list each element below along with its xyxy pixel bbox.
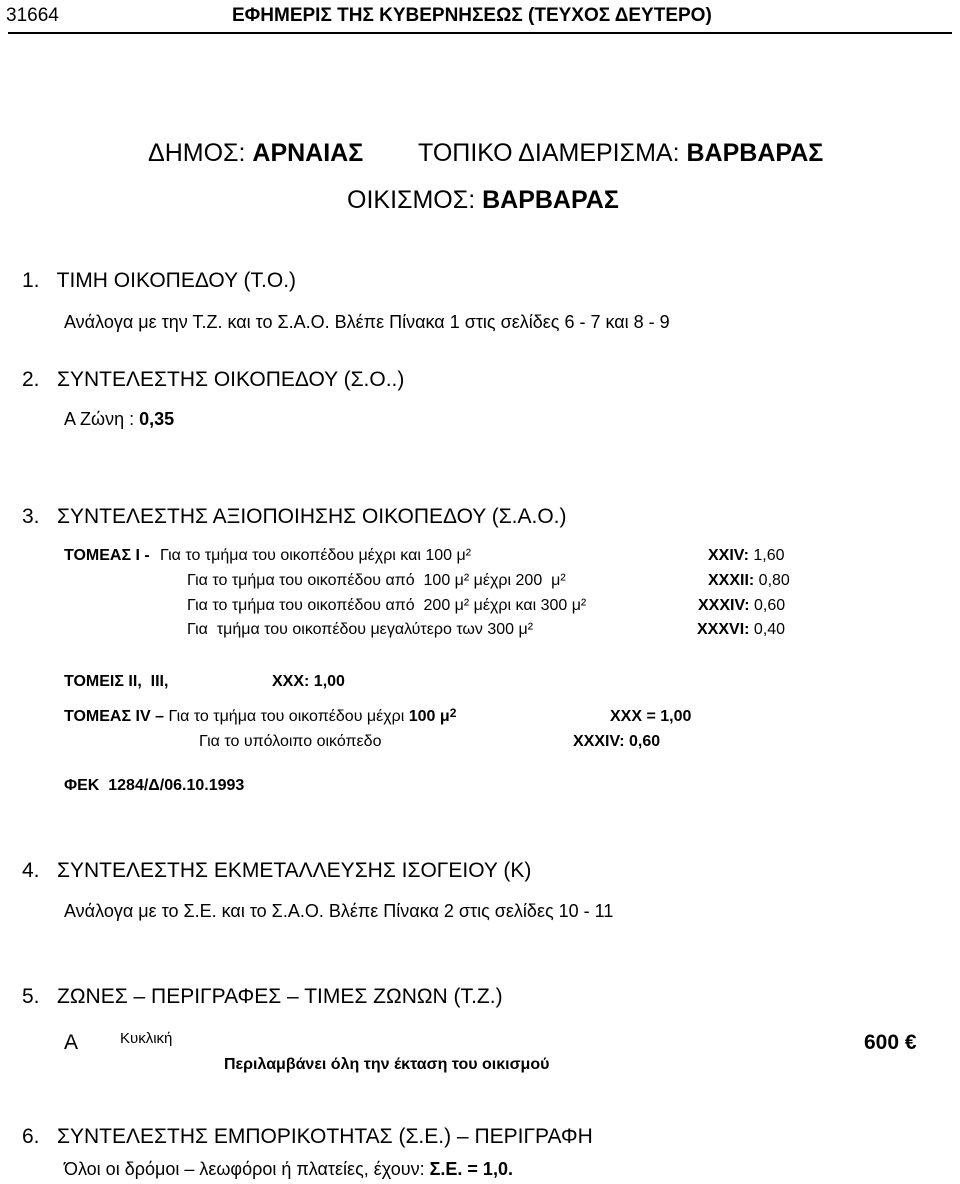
- coef-row-1-text: Για το τμήμα του οικοπέδου μέχρι και 100 μ²: [160, 547, 472, 564]
- oikismos-value: ΒΑΡΒΑΡΑΣ: [482, 186, 619, 214]
- section-6-heading: 6. ΣΥΝΤΕΛΕΣΤΗΣ ΕΜΠΟΡΙΚΟΤΗΤΑΣ (Σ.Ε.) – ΠΕΡΙΓΡΑΦΗ: [22, 1125, 593, 1148]
- header-rule: [8, 32, 952, 34]
- section-6-text: Όλοι οι δρόμοι – λεωφόροι ή πλατείες, έχουν:: [64, 1159, 430, 1179]
- section-6-line: [64, 1160, 513, 1178]
- coef-row-2-number: 0,80: [754, 572, 790, 589]
- remaining-text: Για το υπόλοιπο οικόπεδο: [199, 733, 382, 750]
- tomeas-4-label: ΤΟΜΕΑΣ IV –: [64, 708, 169, 725]
- coef-row-3-code: XXXIV:: [698, 597, 750, 614]
- coef-row-3-text: Για το τμήμα του οικοπέδου από 200 μ² μέχρι και 300 μ²: [187, 597, 587, 614]
- gazette-title: ΕΦΗΜΕΡΙΣ ΤΗΣ ΚΥΒΕΡΝΗΣΕΩΣ (ΤΕΥΧΟΣ ΔΕΥΤΕΡΟ): [232, 5, 712, 26]
- coef-row-4-code: XXXVI:: [697, 621, 750, 638]
- zone-price: 600 €: [864, 1031, 917, 1054]
- zone-value: 0,35: [139, 409, 175, 429]
- fek-reference: ΦΕΚ 1284/Δ/06.10.1993: [64, 777, 245, 794]
- tomeas-4-text: Για το τμήμα του οικοπέδου μέχρι: [168, 708, 409, 725]
- oikismos-label: ΟΙΚΙΣΜΟΣ:: [347, 186, 476, 214]
- tomeas-4-area: 100 μ: [408, 708, 450, 725]
- remaining-value: XXXIV: 0,60: [573, 733, 661, 750]
- coef-row-2-value: [708, 573, 790, 589]
- topiko-label: ΤΟΠΙΚΟ ΔΙΑΜΕΡΙΣΜΑ:: [418, 139, 680, 167]
- topiko-value: ΒΑΡΒΑΡΑΣ: [686, 139, 824, 167]
- coef-row-1-number: 1,60: [748, 547, 785, 564]
- topiko-line: [418, 141, 823, 166]
- tomeis-label: ΤΟΜΕΙΣ ΙΙ, ΙΙΙ,: [64, 673, 169, 690]
- dimos-value: ΑΡΝΑΙΑΣ: [252, 139, 364, 167]
- zone-a-letter: Α: [64, 409, 76, 429]
- coef-row-3-number: 0,60: [749, 597, 786, 614]
- section-3-heading: 3. ΣΥΝΤΕΛΕΣΤΗΣ ΑΞΙΟΠΟΙΗΣΗΣ ΟΙΚΟΠΕΔΟΥ (Σ.Α.Ο.): [22, 505, 567, 528]
- section-4-text: Ανάλογα με το Σ.Ε. και το Σ.Α.Ο. Βλέπε Πίνακα 2 στις σελίδες 10 - 11: [64, 901, 614, 921]
- section-2-heading: 2. ΣΥΝΤΕΛΕΣΤΗΣ ΟΙΚΟΠΕΔΟΥ (Σ.Ο..): [22, 368, 405, 391]
- coef-row-4-value: [697, 622, 785, 638]
- tomeas-4-line: [64, 706, 457, 725]
- section-1-text: Ανάλογα με την Τ.Ζ. και το Σ.Α.Ο. Βλέπε Πίνακα 1 στις σελίδες 6 - 7 και 8 - 9: [64, 312, 670, 332]
- coef-row-1-code: XXIV:: [708, 547, 749, 564]
- coef-row-4-number: 0,40: [749, 621, 786, 638]
- zone-label: Ζώνη :: [75, 409, 140, 429]
- page-number: 31664: [6, 5, 59, 26]
- zone-description: Περιλαμβάνει όλη την έκταση του οικισμού: [224, 1056, 550, 1073]
- tomeis-value: XXX: 1,00: [272, 673, 345, 690]
- zone-a-line: [64, 410, 174, 428]
- coef-row-2-code: XXXII:: [708, 572, 755, 589]
- tomeas-4-sup: 2: [449, 706, 457, 720]
- coef-row-4-text: Για τμήμα του οικοπέδου μεγαλύτερο των 300 μ²: [187, 621, 534, 638]
- zone-type: Κυκλική: [120, 1030, 173, 1047]
- section-1-heading: 1. ΤΙΜΗ ΟΙΚΟΠΕΔΟΥ (Τ.Ο.): [22, 269, 297, 292]
- tomeas-4-value: XXX = 1,00: [610, 708, 692, 725]
- coef-row-2-text: Για το τμήμα του οικοπέδου από 100 μ² μέχρι 200 μ²: [187, 572, 566, 589]
- coef-row-3-value: [698, 598, 785, 614]
- tomeas-1-label: ΤΟΜΕΑΣ Ι -: [64, 547, 155, 564]
- dimos-line: [148, 141, 363, 166]
- section-6-value: Σ.Ε. = 1,0.: [429, 1159, 513, 1179]
- oikismos-line: [347, 188, 619, 213]
- section-5-heading: 5. ΖΩΝΕΣ – ΠΕΡΙΓΡΑΦΕΣ – ΤΙΜΕΣ ΖΩΝΩΝ (Τ.Ζ.): [22, 985, 503, 1008]
- section-4-heading: 4. ΣΥΝΤΕΛΕΣΤΗΣ ΕΚΜΕΤΑΛΛΕΥΣΗΣ ΙΣΟΓΕΙΟΥ (Κ): [22, 859, 532, 882]
- zone-a-letter-5: Α: [64, 1031, 79, 1054]
- dimos-label: ΔΗΜΟΣ:: [148, 139, 246, 167]
- coef-row-1-value: [708, 548, 785, 564]
